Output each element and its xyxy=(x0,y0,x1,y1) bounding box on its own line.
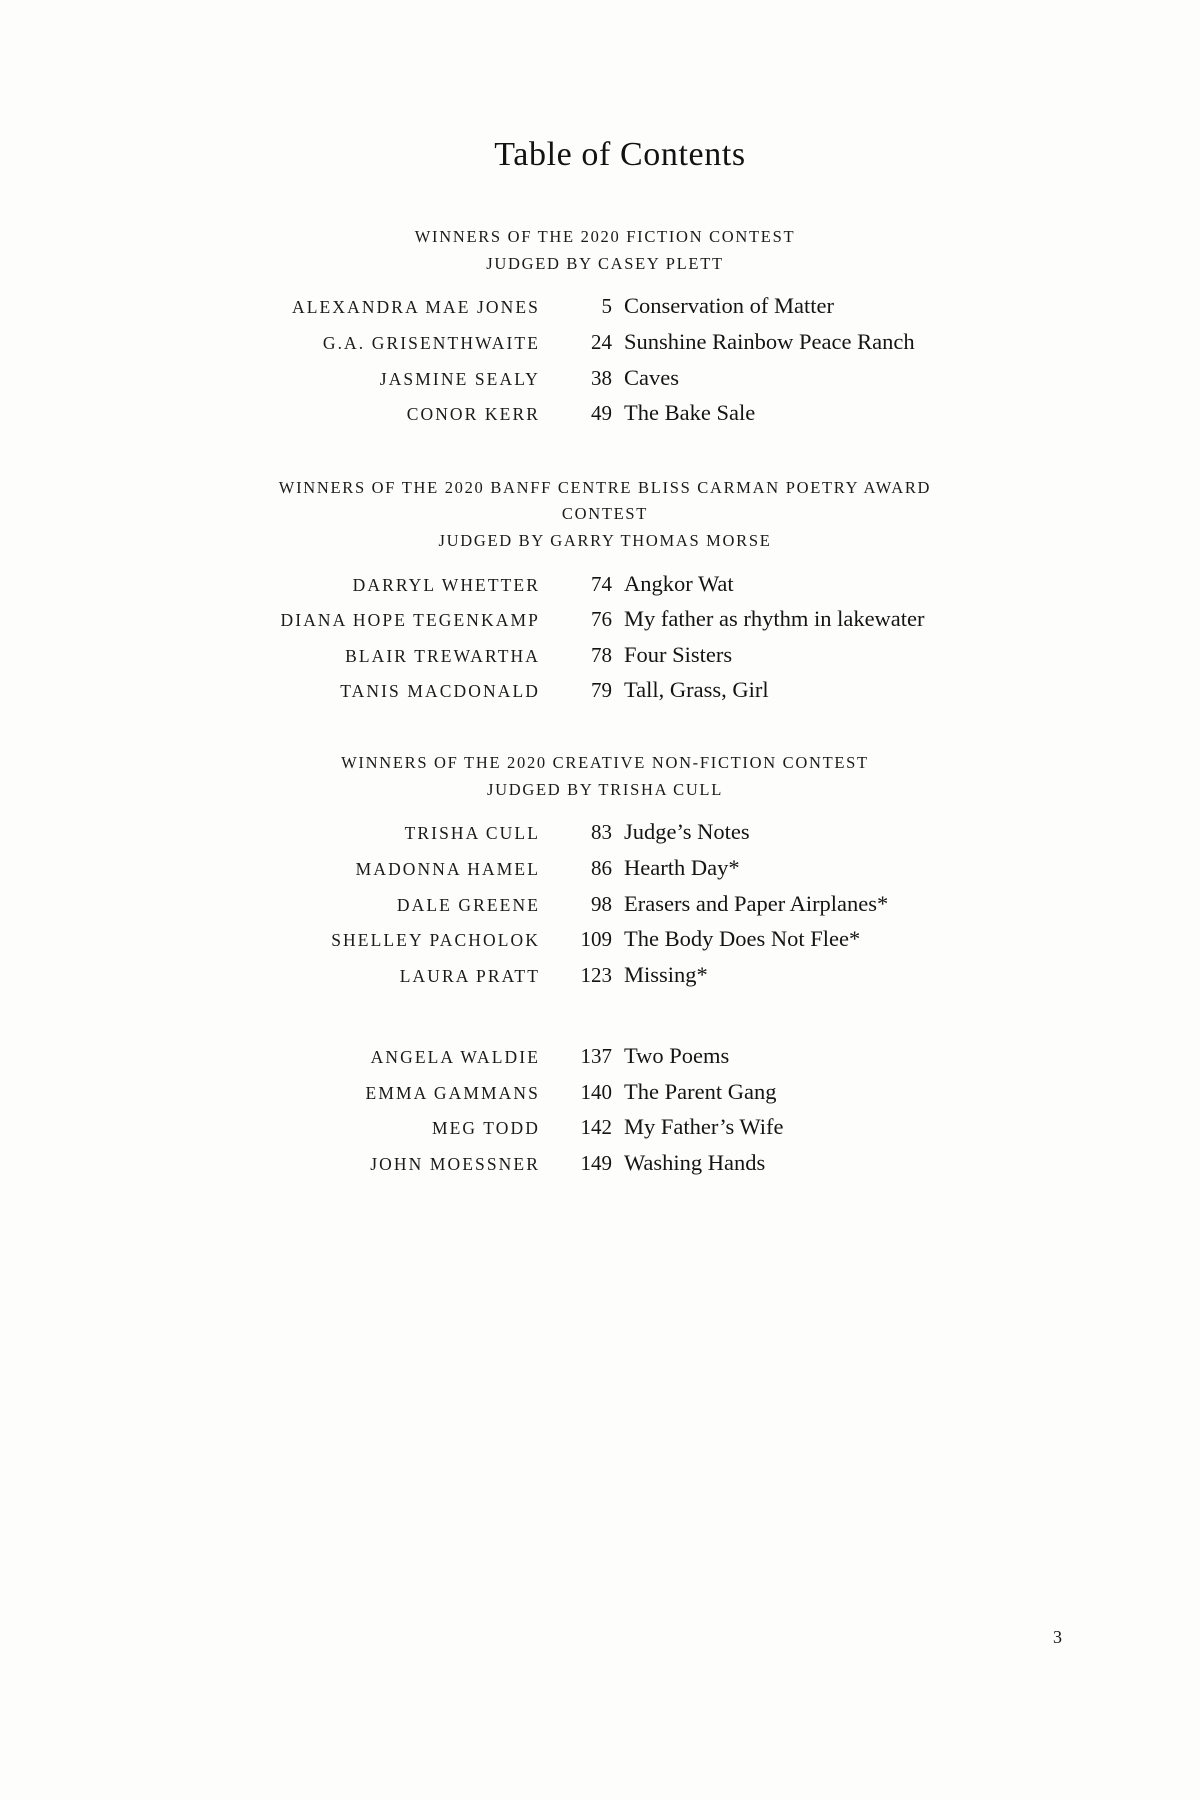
entry-author: SHELLEY PACHOLOK xyxy=(331,930,540,951)
entry-author: TANIS MACDONALD xyxy=(340,681,540,702)
entry-title: Tall, Grass, Girl xyxy=(624,677,769,703)
section-heading-creative-non-fiction xyxy=(150,750,1050,803)
section-heading-line: JUDGED BY GARRY THOMAS MORSE xyxy=(438,531,772,551)
toc-entry[interactable] xyxy=(150,891,1050,918)
section-creative-non-fiction xyxy=(150,750,1050,988)
entry-title: Washing Hands xyxy=(624,1149,766,1175)
entry-list-poetry xyxy=(150,571,1050,704)
toc-entry[interactable] xyxy=(150,400,1050,427)
section-heading-line: CONTEST xyxy=(561,504,649,524)
entry-author: EMMA GAMMANS xyxy=(365,1082,540,1103)
entry-page-number: 79 xyxy=(591,678,612,703)
section-unlabelled xyxy=(150,1043,1050,1176)
entry-title: The Bake Sale xyxy=(624,400,756,426)
page-folio: 3 xyxy=(1053,1627,1062,1647)
entry-title: Angkor Wat xyxy=(624,570,734,596)
entry-title: Four Sisters xyxy=(624,641,733,667)
entry-title: The Parent Gang xyxy=(624,1078,777,1104)
entry-title: Erasers and Paper Airplanes* xyxy=(624,890,889,916)
entry-author: JOHN MOESSNER xyxy=(370,1153,540,1174)
entry-author: DALE GREENE xyxy=(396,894,540,915)
entry-author: CONOR KERR xyxy=(406,404,540,425)
entry-author: ANGELA WALDIE xyxy=(370,1047,540,1068)
entry-page-number: 78 xyxy=(591,642,612,667)
toc-entry[interactable] xyxy=(150,1079,1050,1106)
entry-page-number: 74 xyxy=(591,571,612,596)
entry-page-number: 76 xyxy=(591,607,612,632)
section-heading-line: WINNERS OF THE 2020 FICTION CONTEST xyxy=(414,227,796,246)
toc-content xyxy=(150,0,1050,1185)
entry-title: Two Poems xyxy=(624,1043,730,1069)
toc-entry[interactable] xyxy=(150,819,1050,846)
entry-author: BLAIR TREWARTHA xyxy=(345,645,540,666)
entry-page-number: 86 xyxy=(591,855,612,880)
entry-page-number: 98 xyxy=(591,891,612,916)
toc-entry[interactable] xyxy=(150,606,1050,633)
entry-page-number: 142 xyxy=(580,1115,612,1140)
section-heading-poetry xyxy=(150,475,1050,555)
entry-title: My Father’s Wife xyxy=(624,1114,784,1140)
entry-author: MEG TODD xyxy=(431,1118,540,1139)
entry-title: Conservation of Matter xyxy=(624,293,834,319)
entry-author: JASMINE SEALY xyxy=(379,368,540,389)
entry-list-creative-non-fiction xyxy=(150,819,1050,988)
toc-entry[interactable] xyxy=(150,642,1050,669)
entry-author: DARRYL WHETTER xyxy=(352,574,540,595)
section-heading-line: WINNERS OF THE 2020 CREATIVE NON-FICTION CONTEST xyxy=(341,752,869,772)
entry-list-unlabelled xyxy=(150,1043,1050,1176)
entry-page-number: 5 xyxy=(601,294,612,319)
entry-title: Hearth Day* xyxy=(624,854,740,880)
entry-page-number: 24 xyxy=(591,329,612,354)
entry-page-number: 137 xyxy=(580,1044,612,1069)
entry-title: My father as rhythm in lakewater xyxy=(624,606,925,632)
toc-entry[interactable] xyxy=(150,677,1050,704)
entry-page-number: 83 xyxy=(591,820,612,845)
entry-author: ALEXANDRA MAE JONES xyxy=(292,297,540,318)
section-heading-line: JUDGED BY CASEY PLETT xyxy=(486,253,724,273)
entry-title: The Body Does Not Flee* xyxy=(624,926,861,952)
toc-entry[interactable] xyxy=(150,962,1050,989)
entry-page-number: 123 xyxy=(580,962,612,987)
toc-entry[interactable] xyxy=(150,926,1050,953)
toc-entry[interactable] xyxy=(150,1043,1050,1070)
toc-entry[interactable] xyxy=(150,1114,1050,1141)
toc-entry[interactable] xyxy=(150,571,1050,598)
section-poetry xyxy=(150,475,1050,704)
entry-title: Caves xyxy=(624,364,679,390)
toc-entry[interactable] xyxy=(150,329,1050,356)
entry-list-fiction xyxy=(150,293,1050,426)
toc-entry[interactable] xyxy=(150,1150,1050,1177)
entry-page-number: 140 xyxy=(580,1079,612,1104)
section-heading-line: JUDGED BY TRISHA CULL xyxy=(486,779,723,799)
entry-page-number: 38 xyxy=(591,365,612,390)
toc-entry[interactable] xyxy=(150,365,1050,392)
entry-page-number: 49 xyxy=(591,401,612,426)
section-heading-fiction xyxy=(150,224,1050,277)
page-title: Table of Contents xyxy=(494,136,746,173)
entry-author: TRISHA CULL xyxy=(404,823,540,844)
entry-author: MADONNA HAMEL xyxy=(355,858,540,879)
entry-author: G.A. GRISENTHWAITE xyxy=(322,332,540,353)
section-heading-line: WINNERS OF THE 2020 BANFF CENTRE BLISS CARMAN POETRY AWARD xyxy=(278,477,932,497)
entry-title: Sunshine Rainbow Peace Ranch xyxy=(624,328,915,354)
entry-title: Judge’s Notes xyxy=(624,819,750,845)
entry-page-number: 109 xyxy=(580,927,612,952)
entry-author: LAURA PRATT xyxy=(399,965,540,986)
section-divider xyxy=(150,997,1050,1027)
entry-page-number: 149 xyxy=(580,1150,612,1175)
toc-entry[interactable] xyxy=(150,855,1050,882)
section-fiction xyxy=(150,224,1050,427)
toc-entry[interactable] xyxy=(150,293,1050,320)
entry-author: DIANA HOPE TEGENKAMP xyxy=(280,610,540,631)
entry-title: Missing* xyxy=(624,961,708,987)
